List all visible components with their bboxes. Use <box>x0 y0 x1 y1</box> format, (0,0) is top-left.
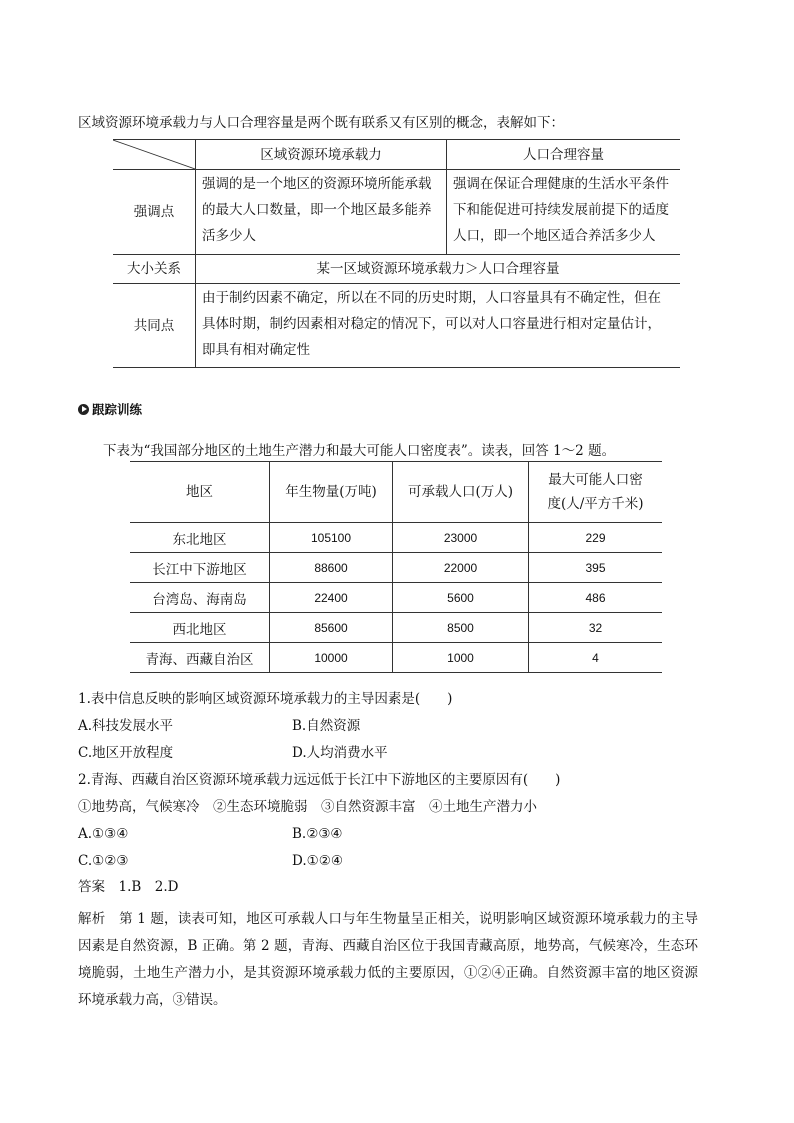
intro-paragraph: 区域资源环境承载力与人口合理容量是两个既有联系又有区别的概念，表解如下： <box>78 115 564 131</box>
cell-density: 486 <box>529 583 663 613</box>
cell-region: 青海、西藏自治区 <box>130 643 270 673</box>
cell-capacity: 1000 <box>393 643 529 673</box>
question-2-items: ①地势高，气候寒冷 ②生态环境脆弱 ③自然资源丰富 ④土地生产潜力小 <box>78 799 537 815</box>
label-common-points: 共同点 <box>113 284 196 368</box>
q1-option-c: C.地区开放程度 <box>78 745 174 761</box>
row-common-points <box>113 284 680 368</box>
header-population-capacity: 人口合理容量 <box>447 140 681 170</box>
answer-line: 答案 1.B 2.D <box>78 879 179 895</box>
q2-option-d: D.①②④ <box>292 853 343 869</box>
section-title: 跟踪训练 <box>92 402 143 417</box>
cell-biomass: 10000 <box>270 643 393 673</box>
cell-density: 395 <box>529 553 663 583</box>
cell-capacity: 8500 <box>393 613 529 643</box>
cell-capacity: 23000 <box>393 523 529 553</box>
cell-region: 长江中下游地区 <box>130 553 270 583</box>
cell-density: 4 <box>529 643 663 673</box>
diagonal-line <box>113 140 195 169</box>
cell-density: 229 <box>529 523 663 553</box>
section-heading <box>78 400 142 418</box>
emphasis-population-capacity: 强调在保证合理健康的生活水平条件下和能促进可持续发展前提下的适度人口，即一个地区适合养活多少人 <box>447 170 681 255</box>
cell-biomass: 105100 <box>270 523 393 553</box>
play-circle-icon <box>78 404 89 415</box>
question-2-stem: 2.青海、西藏自治区资源环境承载力远远低于长江中下游地区的主要原因有( ) <box>78 772 561 788</box>
data-table-header <box>130 462 662 523</box>
cell-biomass: 22400 <box>270 583 393 613</box>
table-row <box>130 553 662 583</box>
col-header-biomass: 年生物量(万吨) <box>270 462 393 523</box>
col-header-region: 地区 <box>130 462 270 523</box>
question-1-stem: 1.表中信息反映的影响区域资源环境承载力的主导因素是( ) <box>78 691 453 707</box>
question-1-options-ab <box>78 713 718 740</box>
row-size-relation <box>113 255 680 284</box>
table-row <box>130 613 662 643</box>
cell-capacity: 22000 <box>393 553 529 583</box>
table-row <box>130 583 662 613</box>
cell-region: 东北地区 <box>130 523 270 553</box>
cell-biomass: 85600 <box>270 613 393 643</box>
analysis-paragraph: 解析 第 1 题，读表可知，地区可承载人口与年生物量呈正相关，说明影响区域资源环境承载力的主导因素是自然资源，B 正确。第 2 题，青海、西藏自治区位于我国青藏高原，地势高，气候寒冷，生态环境脆弱，土地生产潜力小，是其资源环境承载力低的主要原因，①②④正确。自然资源丰富的地区资源环境承载力高，③错误。 <box>78 911 698 1008</box>
q2-option-b: B.②③④ <box>292 826 343 842</box>
comparison-header-row <box>113 140 680 170</box>
q1-option-b: B.自然资源 <box>292 718 361 734</box>
cell-region: 西北地区 <box>130 613 270 643</box>
q2-option-c: C.①②③ <box>78 853 129 869</box>
table-row <box>130 523 662 553</box>
cell-biomass: 88600 <box>270 553 393 583</box>
col-header-capacity: 可承载人口(万人) <box>393 462 529 523</box>
col-header-density: 最大可能人口密度(人/平方千米) <box>529 462 663 523</box>
questions-block <box>78 686 718 875</box>
row-emphasis <box>113 170 680 255</box>
q1-option-a: A.科技发展水平 <box>78 718 174 734</box>
header-carrying-capacity: 区域资源环境承载力 <box>196 140 447 170</box>
diagonal-header-cell <box>113 140 196 170</box>
cell-capacity: 5600 <box>393 583 529 613</box>
cell-density: 32 <box>529 613 663 643</box>
question-2-options-cd <box>78 848 718 875</box>
size-relation-text: 某一区域资源环境承载力＞人口合理容量 <box>196 255 681 284</box>
q1-option-d: D.人均消费水平 <box>292 745 388 761</box>
q2-option-a: A.①③④ <box>78 826 129 842</box>
data-table <box>130 461 662 673</box>
question-intro: 下表为“我国部分地区的土地生产潜力和最大可能人口密度表”。读表，回答 1～2 题。 <box>103 443 616 459</box>
emphasis-carrying-capacity: 强调的是一个地区的资源环境所能承载的最大人口数量，即一个地区最多能养活多少人 <box>196 170 447 255</box>
label-size-relation: 大小关系 <box>113 255 196 284</box>
cell-region: 台湾岛、海南岛 <box>130 583 270 613</box>
question-2-options-ab <box>78 821 718 848</box>
label-emphasis: 强调点 <box>113 170 196 255</box>
common-points-text: 由于制约因素不确定，所以在不同的历史时期，人口容量具有不确定性，但在具体时期，制约因素相对稳定的情况下，可以对人口容量进行相对定量估计，即具有相对确定性 <box>196 284 681 368</box>
table-row <box>130 643 662 673</box>
question-1-options-cd <box>78 740 718 767</box>
comparison-table <box>113 139 680 368</box>
